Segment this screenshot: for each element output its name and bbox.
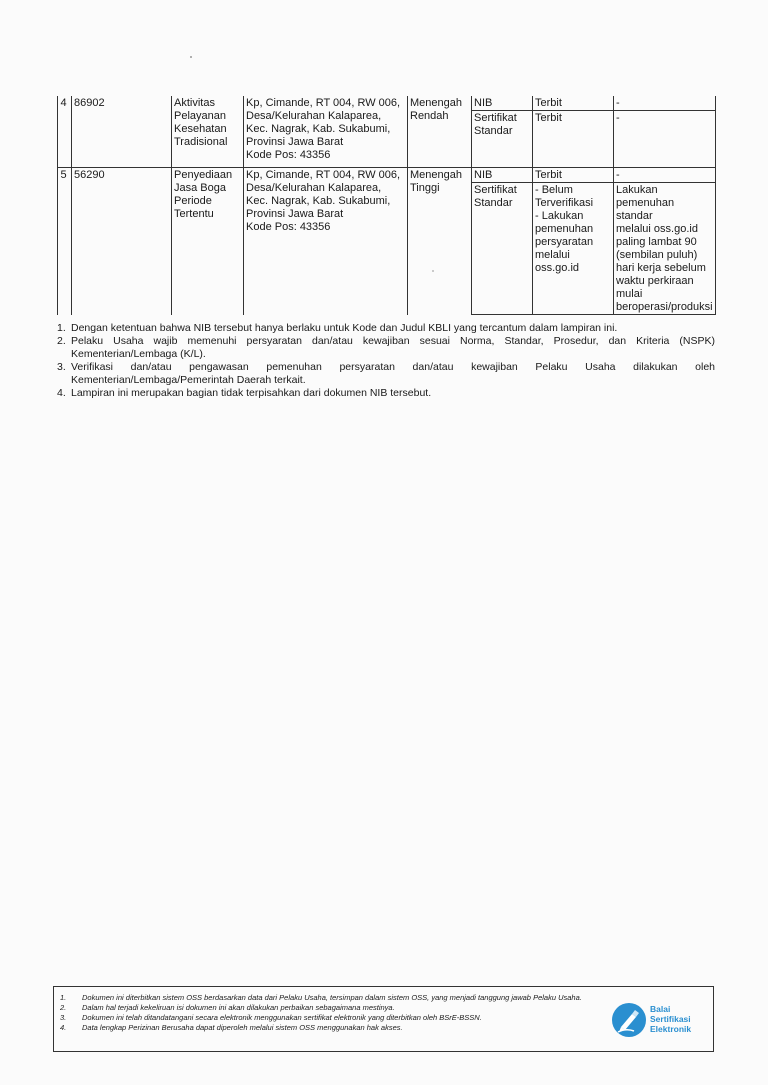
notes-list [57, 322, 715, 400]
permit-type: NIB [472, 168, 533, 183]
permit-note: - [614, 96, 716, 111]
kbli-code: 86902 [72, 96, 172, 168]
footer-number: 1. [60, 993, 67, 1002]
business-location: Kp, Cimande, RT 004, RW 006, Desa/Kelurahan Kalaparea, Kec. Nagrak, Kab. Sukabumi, Provinsi Jawa Barat Kode Pos: 43356 [244, 96, 408, 168]
bsre-logo-line: Elektronik [650, 1024, 692, 1034]
footer-number: 3. [60, 1013, 67, 1022]
bsre-logo-line: Sertifikasi [650, 1014, 691, 1024]
table-row [58, 96, 716, 111]
permit-status: Terbit [533, 168, 614, 183]
permit-type: Sertifikat Standar [472, 111, 533, 168]
footer-text: Data lengkap Perizinan Berusaha dapat diperoleh melalui sistem OSS menggunakan hak akses. [82, 1023, 403, 1032]
row-number: 5 [58, 168, 72, 315]
kbli-table [57, 96, 716, 315]
note-text: Pelaku Usaha wajib memenuhi persyaratan dan/atau kewajiban sesuai Norma, Standar, Prosedur, dan Kriteria (NSPK) Kementerian/Lembaga (K/L). [71, 335, 715, 360]
permit-note: Lakukan pemenuhan standar melalui oss.go.id paling lambat 90 (sembilan puluh) hari kerja sebelum waktu perkiraan mulai beroperasi/produksi [614, 183, 716, 315]
list-item [60, 1023, 610, 1033]
footer-disclaimer-list [60, 993, 610, 1033]
list-item [57, 335, 715, 361]
permit-note: - [614, 111, 716, 168]
bsre-logo [610, 1000, 710, 1040]
note-text: Verifikasi dan/atau pengawasan pemenuhan persyaratan dan/atau kewajiban Pelaku Usaha dilakukan oleh Kementerian/Lembaga/Pemerintah Daerah terkait. [71, 361, 715, 386]
note-number: 2. [57, 335, 66, 347]
business-location: Kp, Cimande, RT 004, RW 006, Desa/Kelurahan Kalaparea, Kec. Nagrak, Kab. Sukabumi, Provinsi Jawa Barat Kode Pos: 43356 [244, 168, 408, 315]
note-number: 4. [57, 387, 66, 399]
note-number: 3. [57, 361, 66, 373]
note-text: Dengan ketentuan bahwa NIB tersebut hanya berlaku untuk Kode dan Judul KBLI yang tercantum dalam lampiran ini. [71, 322, 618, 334]
list-item [60, 1013, 610, 1023]
risk-level: Menengah Rendah [408, 96, 472, 168]
list-item [57, 322, 715, 335]
list-item [60, 993, 610, 1003]
permit-type: NIB [472, 96, 533, 111]
kbli-code: 56290 [72, 168, 172, 315]
footer-text: Dokumen ini diterbitkan sistem OSS berdasarkan data dari Pelaku Usaha, tersimpan dalam sistem OSS, yang menjadi tanggung jawab Pelaku Usaha. [82, 993, 582, 1002]
kbli-title: Penyediaan Jasa Boga Periode Tertentu [172, 168, 244, 315]
kbli-title: Aktivitas Pelayanan Kesehatan Tradisional [172, 96, 244, 168]
bsre-logo-text [650, 1004, 691, 1034]
list-item [57, 361, 715, 387]
list-item [60, 1003, 610, 1013]
risk-level: Menengah Tinggi [408, 168, 472, 315]
list-item [57, 387, 715, 400]
note-number: 1. [57, 322, 66, 334]
bsre-pen-icon [610, 1001, 648, 1039]
permit-status: Terbit [533, 96, 614, 111]
footer-number: 2. [60, 1003, 67, 1012]
footer-text: Dokumen ini telah ditandatangani secara elektronik menggunakan sertifikat elektronik yang diterbitkan oleh BSrE-BSSN. [82, 1013, 482, 1022]
footer-text: Dalam hal terjadi kekeliruan isi dokumen ini akan dilakukan perbaikan sebagaimana mestinya. [82, 1003, 395, 1012]
table-row [58, 168, 716, 183]
permit-status: Terbit [533, 111, 614, 168]
permit-note: - [614, 168, 716, 183]
bsre-logo-line: Balai [650, 1004, 671, 1014]
permit-status: - Belum Terverifikasi - Lakukan pemenuhan persyaratan melalui oss.go.id [533, 183, 614, 315]
note-text: Lampiran ini merupakan bagian tidak terpisahkan dari dokumen NIB tersebut. [71, 387, 432, 399]
footer-box [53, 986, 714, 1052]
row-number: 4 [58, 96, 72, 168]
permit-type: Sertifikat Standar [472, 183, 533, 315]
footer-number: 4. [60, 1023, 67, 1032]
scan-speck [190, 56, 192, 58]
